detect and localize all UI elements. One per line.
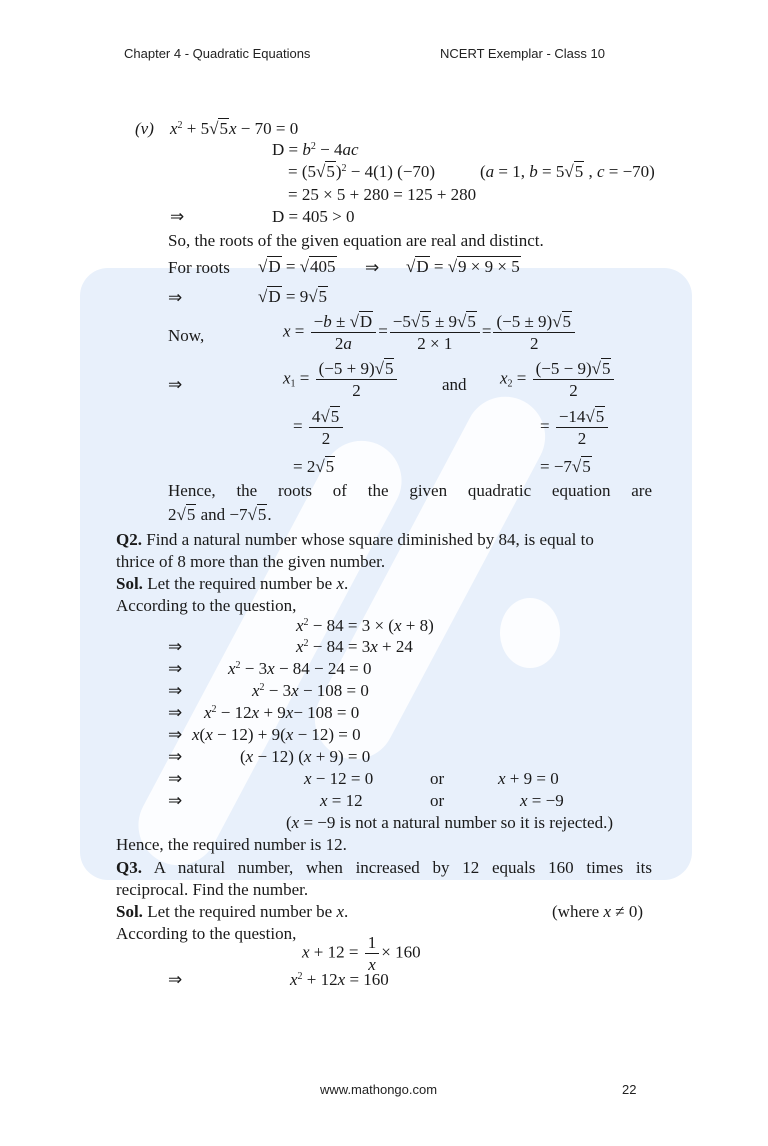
implies-arrow: ⇒ [168,659,183,678]
implies-arrow: ⇒ [168,637,183,656]
conclusion-line2: 2√5 and −7√5. [168,505,272,524]
discriminant-formula: $D = b^2 - 4ac$ [272,140,359,159]
discriminant-result: D = 405 > 0 [272,207,355,226]
website-footer: www.mathongo.com [320,1082,438,1097]
implies-arrow: ⇒ [168,703,183,722]
q3-question-line2: reciprocal. Find the number. [116,880,309,899]
implies-arrow: ⇒ [168,288,183,307]
x2-step1: $x_2$ = $\frac{(-5 - 9)√5}{2}$ [500,360,616,399]
q3-condition: (where x ≠ 0) [552,902,643,921]
q3-solution-intro: Sol. Let the required number be x. [116,902,349,921]
q2-question-line1: Q2. Find a natural number whose square diminished by 84, is equal to [116,530,594,549]
discriminant-step1: = $(5√5)^2 - 4(1)$ (−70) [288,162,436,181]
and-label: and [442,375,467,394]
implies-arrow: ⇒ [168,769,183,788]
watermark-dot [500,598,560,668]
q2-step-2: $x^2 - 84 = 3x + 24$ [296,637,413,656]
discriminant-values-note: (a = 1, b = 5√5 , c = −70) [480,162,655,181]
for-roots-label: For roots [168,258,230,277]
q2-according: According to the question, [116,596,297,615]
q2-step-9: x = 12 [320,791,363,810]
implies-arrow: ⇒ [170,207,185,226]
implies-arrow: ⇒ [168,725,183,744]
q3-step-2: $x^2 + 12x = 160$ [290,970,389,989]
q2-step-1: $x^2 - 84 = 3 \times (x + 8)$ [296,616,434,635]
x1-result: = 2√5 [293,457,335,476]
roots-nature: So, the roots of the given equation are real and distinct. [168,231,544,250]
q3-step-1: x + 12 = $\frac{1}{x}$ × 160 [302,933,421,974]
or-label: or [430,791,445,810]
q3-question-line1: Q3. A natural number, when increased by 12 equals 160 times its [116,858,652,877]
part-label: (v) [135,119,154,138]
q2-question-line2: thrice of 8 more than the given number. [116,552,386,571]
q2-rejection-note: (x = −9 is not a natural number so it is rejected.) [286,813,613,832]
x1-step2: = $\frac{4√5}{2}$ [293,408,345,447]
x2-result: = −7√5 [540,457,591,476]
sqrt-d-step1: √D = √405 [258,257,336,276]
q2-step-8: x − 12 = 0 [304,769,374,788]
now-label: Now, [168,326,205,345]
x2-step2: = $\frac{-14√5}{2}$ [540,408,610,447]
implies-arrow: ⇒ [168,970,183,989]
conclusion-line1: Hence, the roots of the given quadratic equation are [168,481,652,500]
part-v-equation: $x^2 + 5√5x - 70 = 0$ [170,119,299,138]
q2-solution-intro: Sol. Let the required number be x. [116,574,349,593]
implies-arrow: ⇒ [168,747,183,766]
quadratic-formula: x = $\frac{-b \pm √D}{2a}$ = $\frac{-5√5 \pm 9√5}{2 \times 1}$ = $\frac{(-5 \pm 9)√5}{2}$ [283,313,577,352]
implies-arrow: ⇒ [168,375,183,394]
sqrt-d-step3: √D = 9√5 [258,287,328,306]
q2-step-5: $x^2 - 12x + 9x- 108 = 0$ [204,703,360,722]
implies-arrow: ⇒ [365,258,380,277]
sqrt-d-step2: √D = √9 × 9 × 5 [406,257,520,276]
implies-arrow: ⇒ [168,681,183,700]
chapter-title: Chapter 4 - Quadratic Equations [124,46,311,61]
page-number: 22 [622,1082,637,1097]
book-title: NCERT Exemplar - Class 10 [440,46,605,61]
or-label: or [430,769,445,788]
q2-step-3: $x^2 - 3x - 84 - 24 = 0$ [228,659,372,678]
q2-step-8-alt: x + 9 = 0 [498,769,559,788]
discriminant-step2: = 25 × 5 + 280 = 125 + 280 [288,185,477,204]
implies-arrow: ⇒ [168,791,183,810]
q2-step-6: x(x − 12) + 9(x − 12) = 0 [192,725,361,744]
q2-step-9-alt: x = −9 [520,791,564,810]
q2-step-4: $x^2 - 3x - 108 = 0$ [252,681,369,700]
q2-step-7: (x − 12) (x + 9) = 0 [240,747,371,766]
q2-answer: Hence, the required number is 12. [116,835,347,854]
q3-according: According to the question, [116,924,297,943]
x1-step1: $x_1$ = $\frac{(-5 + 9)√5}{2}$ [283,360,399,399]
